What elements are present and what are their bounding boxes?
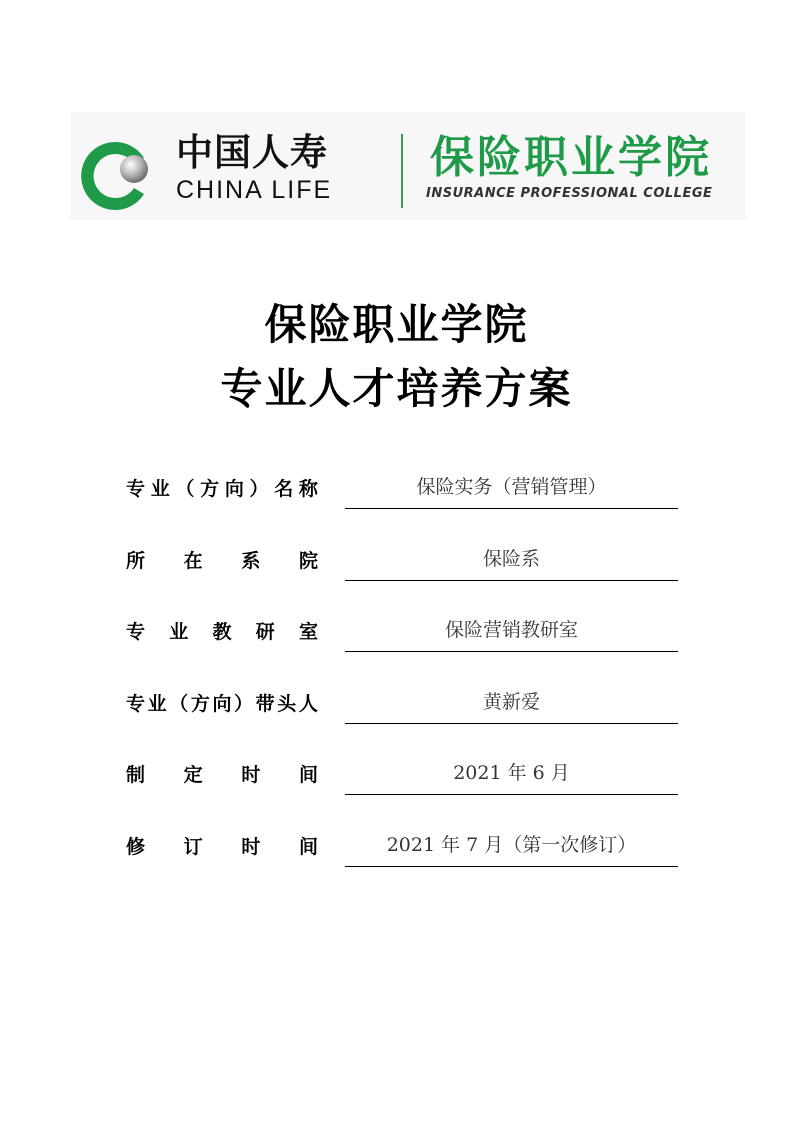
info-label-char: 头 — [277, 692, 297, 715]
info-label-char: 称 — [298, 478, 318, 500]
college-english-name: INSURANCE PROFESSIONAL COLLEGE — [426, 186, 713, 201]
info-label — [126, 835, 318, 858]
info-row — [0, 832, 793, 872]
info-label-char: 定 — [183, 764, 203, 786]
college-chinese-name: 保险职业学院 — [430, 132, 712, 183]
info-value: 保险营销教研室 — [345, 621, 678, 652]
info-row — [0, 760, 793, 800]
info-label-char: （ — [175, 478, 195, 500]
info-value: 保险系 — [345, 550, 678, 581]
info-label-char: 时 — [241, 835, 261, 858]
info-label-char: ） — [234, 692, 254, 715]
info-label-char: 订 — [183, 835, 203, 858]
info-label-char: 向 — [224, 478, 244, 500]
info-value: 2021 年 6 月 — [345, 764, 678, 795]
info-label-char: 室 — [298, 621, 318, 643]
info-row — [0, 689, 793, 729]
china-life-logo-icon — [80, 136, 160, 216]
info-label-char: 业 — [169, 621, 189, 643]
info-value: 黄新爱 — [345, 693, 678, 724]
logo-divider — [401, 134, 403, 208]
info-label — [126, 766, 318, 785]
info-label-char: 院 — [298, 549, 318, 572]
document-title-line-2: 专业人才培养方案 — [220, 364, 573, 413]
info-row — [0, 474, 793, 514]
info-row — [0, 546, 793, 586]
info-label-char: 专 — [126, 621, 146, 643]
info-label-char: ） — [249, 478, 269, 500]
info-label — [126, 480, 318, 499]
info-label-char: 向 — [212, 692, 232, 715]
info-label-char: 系 — [241, 549, 261, 572]
info-row — [0, 617, 793, 657]
info-label-char: 间 — [298, 835, 318, 858]
info-label-char: 所 — [126, 549, 146, 572]
info-label-char: 人 — [298, 692, 318, 715]
info-label-char: 方 — [190, 692, 210, 715]
info-label-char: 研 — [255, 621, 275, 643]
info-label-char: 业 — [150, 478, 170, 500]
header-banner — [70, 112, 746, 220]
info-label-char: 制 — [126, 764, 146, 786]
info-label-char: 带 — [255, 692, 275, 715]
info-label-char: 修 — [126, 835, 146, 858]
info-label-char: 业 — [147, 692, 167, 715]
china-life-english-name: CHINA LIFE — [176, 176, 333, 204]
info-label-char: 时 — [241, 764, 261, 786]
info-label-char: 在 — [183, 549, 203, 572]
info-label-char: 名 — [274, 478, 294, 500]
info-label — [126, 623, 318, 642]
info-value: 2021 年 7 月（第一次修订） — [345, 836, 678, 867]
info-label-char: 方 — [200, 478, 220, 500]
info-label-char: 间 — [298, 764, 318, 786]
info-label-char: （ — [169, 692, 189, 715]
info-label — [126, 549, 318, 572]
info-label-char: 专 — [126, 692, 146, 715]
info-value: 保险实务（营销管理） — [345, 478, 678, 509]
info-label-char: 教 — [212, 621, 232, 643]
china-life-chinese-name: 中国人寿 — [176, 131, 328, 174]
info-label-char: 专 — [126, 478, 146, 500]
info-label — [126, 692, 318, 715]
document-title-line-1: 保险职业学院 — [264, 300, 529, 349]
